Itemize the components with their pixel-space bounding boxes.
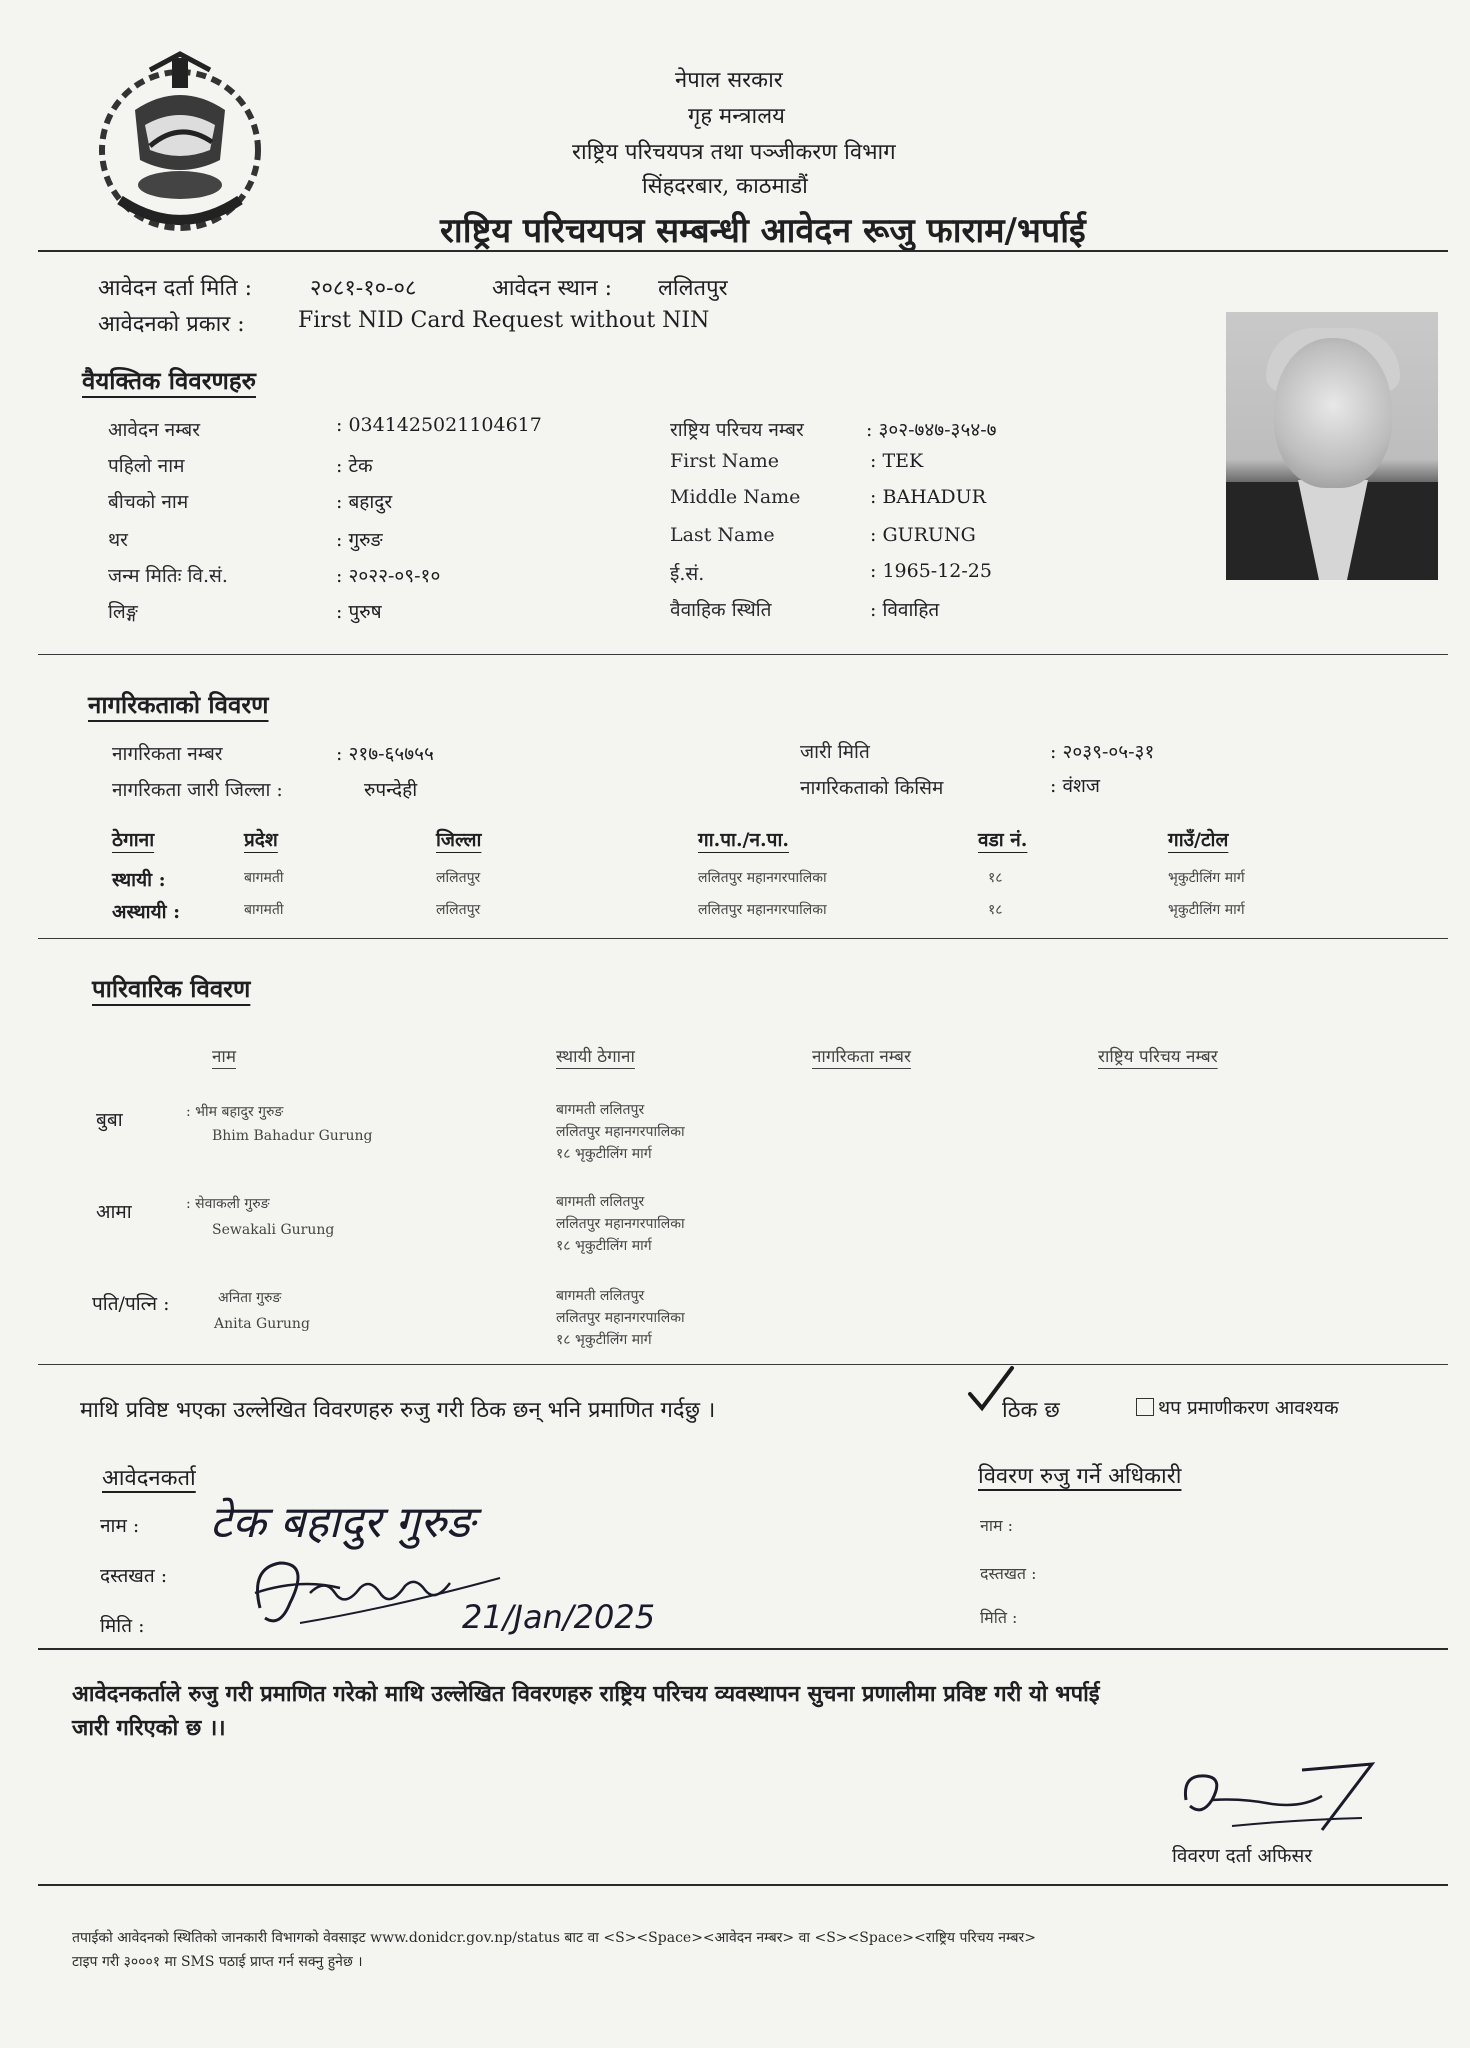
- applicant-photo: [1226, 312, 1438, 580]
- father-addr2: ललितपुर महानगरपालिका: [556, 1124, 685, 1140]
- citizenship-district-label: नागरिकता जारी जिल्ला :: [112, 779, 283, 801]
- app-type-value: First NID Card Request without NIN: [298, 308, 710, 333]
- verification-statement: माथि प्रविष्ट भएका उल्लेखित विवरणहरु रुजु गरी ठिक छन् भनि प्रमाणित गर्दछु ।: [80, 1398, 716, 1423]
- permanent-province: बागमती: [244, 870, 284, 886]
- applicant-date-handwritten: 21/Jan/2025: [462, 1598, 656, 1636]
- mother-name-en: Sewakali Gurung: [212, 1222, 335, 1238]
- officer-signature-icon: [1172, 1760, 1382, 1840]
- family-address-col: स्थायी ठेगाना: [556, 1047, 635, 1067]
- marital-value: : विवाहित: [870, 599, 940, 621]
- dob-ad-value: : 1965-12-25: [870, 560, 992, 582]
- citizenship-heading: नागरिकताको विवरण: [88, 690, 269, 719]
- officer-sign-label: दस्तखत :: [980, 1564, 1037, 1583]
- citizenship-type-label: नागरिकताको किसिम: [800, 777, 944, 799]
- personal-divider: [38, 654, 1448, 655]
- mother-name-np: : सेवाकली गुरुङ: [186, 1196, 270, 1212]
- middle-name-en-label: Middle Name: [670, 486, 801, 508]
- extra-verification-checkbox[interactable]: [1136, 1398, 1154, 1416]
- temporary-province: बागमती: [244, 902, 284, 918]
- permanent-tole: भृकुटीलिंग मार्ग: [1168, 870, 1245, 886]
- last-name-en-value: : GURUNG: [870, 524, 976, 546]
- family-citizenship-col: नागरिकता नम्बर: [812, 1047, 911, 1067]
- spouse-name-np: अनिता गुरुङ: [218, 1290, 282, 1306]
- footer-statement-line2: जारी गरिएको छ ।।: [72, 1715, 226, 1741]
- nepal-emblem-icon: [90, 50, 270, 240]
- dob-bs-value: : २०२२-०९-१०: [336, 565, 441, 587]
- app-date-value: २०८१-१०-०८: [310, 276, 417, 301]
- nid-value: : ३०२-७४७-३५४-७: [866, 419, 997, 441]
- temporary-tole: भृकुटीलिंग मार्ग: [1168, 902, 1245, 918]
- last-name-np-value: : गुरुङ: [336, 529, 383, 551]
- officer-date-label: मिति :: [980, 1608, 1018, 1627]
- permanent-label: स्थायी :: [112, 869, 166, 891]
- extra-verification-label: थप प्रमाणीकरण आवश्यक: [1158, 1397, 1339, 1419]
- citizenship-number-value: : २१७-६५७५५: [336, 743, 434, 765]
- spouse-addr1: बागमती ललितपुर: [556, 1288, 645, 1304]
- family-heading: पारिवारिक विवरण: [92, 974, 251, 1003]
- father-relation: बुबा: [96, 1109, 123, 1131]
- dob-bs-label: जन्म मितिः वि.सं.: [108, 565, 228, 587]
- mother-addr3: १८ भृकुटीलिंग मार्ग: [556, 1238, 652, 1254]
- marital-label: वैवाहिक स्थिति: [670, 599, 772, 621]
- mother-relation: आमा: [96, 1201, 132, 1223]
- citizenship-district-value: रुपन्देही: [364, 779, 418, 801]
- header-govt: नेपाल सरकार: [675, 68, 783, 93]
- app-no-value: : 0341425021104617: [336, 414, 542, 436]
- header-ministry: गृह मन्त्रालय: [688, 104, 785, 129]
- signature-divider: [38, 1648, 1448, 1650]
- first-name-en-label: First Name: [670, 450, 779, 472]
- applicant-heading: आवेदनकर्ता: [102, 1466, 196, 1491]
- app-type-label: आवेदनको प्रकार :: [98, 312, 245, 337]
- nid-label: राष्ट्रिय परिचय नम्बर: [670, 419, 804, 441]
- header-address: सिंहदरबार, काठमाडौं: [642, 174, 808, 199]
- footer-note-line1: तपाईको आवेदनको स्थितिको जानकारी विभागको वेवसाइट www.donidcr.gov.np/status बाट वा <S><Space><आवेदन नम्बर> वा <S><Space><राष्ट्रिय परिचय नम्बर>: [72, 1930, 1037, 1946]
- gender-value: : पुरुष: [336, 601, 382, 623]
- form-title: राष्ट्रिय परिचयपत्र सम्बन्धी आवेदन रूजु फाराम/भर्पाई: [440, 211, 1086, 251]
- issue-date-label: जारी मिति: [800, 741, 870, 763]
- applicant-sign-label: दस्तखत :: [100, 1565, 168, 1587]
- ok-label: ठिक छ: [1002, 1398, 1060, 1423]
- mother-addr2: ललितपुर महानगरपालिका: [556, 1216, 685, 1232]
- last-name-np-label: थर: [108, 529, 128, 551]
- district-col-header: जिल्ला: [436, 829, 482, 851]
- spouse-relation: पति/पत्नि :: [92, 1293, 170, 1315]
- middle-name-np-label: बीचको नाम: [108, 491, 189, 513]
- footer-divider: [38, 1884, 1448, 1886]
- father-addr1: बागमती ललितपुर: [556, 1102, 645, 1118]
- province-col-header: प्रदेश: [244, 829, 278, 851]
- mother-addr1: बागमती ललितपुर: [556, 1194, 645, 1210]
- tole-col-header: गाउँ/टोल: [1168, 829, 1229, 851]
- middle-name-np-value: : बहादुर: [336, 491, 393, 513]
- ward-col-header: वडा नं.: [978, 829, 1028, 851]
- last-name-en-label: Last Name: [670, 524, 775, 546]
- dob-ad-label: ई.सं.: [670, 563, 705, 585]
- permanent-ward: १८: [988, 870, 1003, 886]
- first-name-np-value: : टेक: [336, 455, 373, 477]
- spouse-name-en: Anita Gurung: [214, 1316, 310, 1332]
- family-nid-col: राष्ट्रिय परिचय नम्बर: [1098, 1047, 1218, 1067]
- header-department: राष्ट्रिय परिचयपत्र तथा पञ्जीकरण विभाग: [572, 140, 896, 165]
- officer-heading: विवरण रुजु गर्ने अधिकारी: [978, 1464, 1182, 1489]
- father-addr3: १८ भृकुटीलिंग मार्ग: [556, 1146, 652, 1162]
- middle-name-en-value: : BAHADUR: [870, 486, 986, 508]
- app-date-label: आवेदन दर्ता मिति :: [98, 276, 253, 301]
- municipality-col-header: गा.पा./न.पा.: [698, 829, 789, 851]
- citizenship-divider: [38, 938, 1448, 939]
- permanent-district: ललितपुर: [436, 870, 481, 886]
- personal-heading: वैयक्तिक विवरणहरु: [82, 366, 256, 395]
- citizenship-number-label: नागरिकता नम्बर: [112, 743, 223, 765]
- applicant-name-label: नाम :: [100, 1515, 140, 1537]
- issue-date-value: : २०३९-०५-३१: [1050, 741, 1155, 763]
- app-no-label: आवेदन नम्बर: [108, 419, 200, 441]
- first-name-en-value: : TEK: [870, 450, 924, 472]
- applicant-date-label: मिति :: [100, 1615, 145, 1637]
- applicant-name-handwritten: टेक बहादुर गुरुङ: [210, 1497, 475, 1548]
- temporary-label: अस्थायी :: [112, 901, 181, 923]
- temporary-municipality: ललितपुर महानगरपालिका: [698, 902, 827, 918]
- family-divider: [38, 1364, 1448, 1365]
- header-divider: [38, 250, 1448, 252]
- temporary-ward: १८: [988, 902, 1003, 918]
- father-name-np: : भीम बहादुर गुरुङ: [186, 1104, 284, 1120]
- spouse-addr3: १८ भृकुटीलिंग मार्ग: [556, 1332, 652, 1348]
- father-name-en: Bhim Bahadur Gurung: [212, 1128, 373, 1144]
- spouse-addr2: ललितपुर महानगरपालिका: [556, 1310, 685, 1326]
- citizenship-type-value: : वंशज: [1050, 775, 1101, 797]
- address-col-header: ठेगाना: [112, 829, 155, 851]
- gender-label: लिङ्ग: [108, 601, 138, 623]
- family-name-col: नाम: [212, 1047, 237, 1067]
- officer-caption: विवरण दर्ता अफिसर: [1172, 1845, 1313, 1867]
- officer-name-label: नाम :: [980, 1516, 1014, 1535]
- first-name-np-label: पहिलो नाम: [108, 455, 185, 477]
- permanent-municipality: ललितपुर महानगरपालिका: [698, 870, 827, 886]
- temporary-district: ललितपुर: [436, 902, 481, 918]
- app-place-label: आवेदन स्थान :: [492, 276, 613, 301]
- footer-statement-line1: आवेदनकर्ताले रुजु गरी प्रमाणित गरेको माथि उल्लेखित विवरणहरु राष्ट्रिय परिचय व्यवस्थापन सुचना प्रणालीमा प्रविष्ट गरी यो भर्पाई: [72, 1681, 1100, 1707]
- app-place-value: ललितपुर: [658, 276, 728, 301]
- footer-note-line2: टाइप गरी ३०००१ मा SMS पठाई प्राप्त गर्न सक्नु हुनेछ ।: [72, 1954, 363, 1970]
